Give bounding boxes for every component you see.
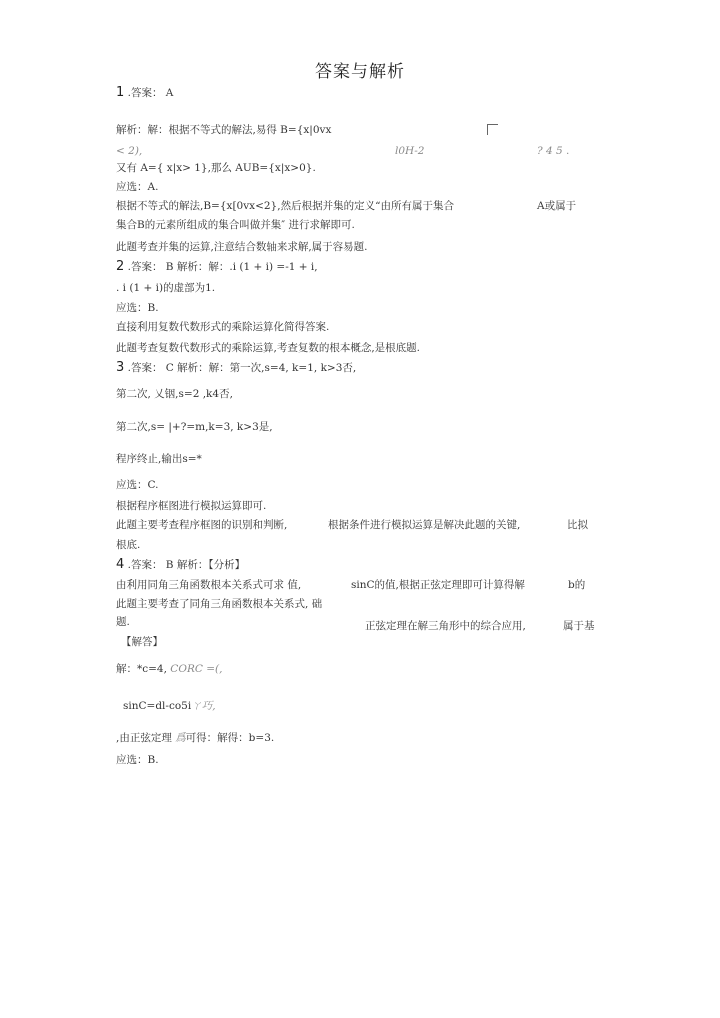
q3-answer-line	[116, 361, 356, 375]
q4-solution-2a: sinC=dl-co5i	[123, 700, 192, 712]
q1-answer-line	[116, 86, 173, 100]
q2-choose: 应选：B.	[116, 302, 159, 314]
q4-solution-3c: 可得：解得：b=3.	[185, 732, 275, 744]
q1-explanation-1a: 根据不等式的解法,B={x[0vx<2},然后根据并集的定义“由所有属于集合	[116, 200, 454, 212]
q4-line3a: 题.	[116, 616, 130, 628]
q3-line3: 第二次,s= |+?=m,k=3, k>3是,	[116, 421, 273, 433]
q4-line1b: sinC的值,根据正弦定理即可计算得解	[351, 579, 525, 591]
q1-fragment-c: ? 4 5 .	[537, 145, 570, 157]
q4-line3b: 正弦定理在解三角形中的综合应用,	[365, 620, 526, 632]
q3-line2: 第二次, 乂铟,s=2 ,k4否,	[116, 388, 233, 400]
q4-solution-3b: 爲	[175, 732, 186, 744]
q1-analysis: 解析：解：根据不等式的解法,易得 B={x|0vx	[116, 124, 332, 136]
q3-explanation-1: 根据程序框图进行模拟运算即可.	[116, 500, 267, 512]
q4-solution-1b: CORC =(,	[170, 663, 223, 675]
q2-explanation-1: 直接利用复数代数形式的乘除运算化简得答案.	[116, 321, 330, 333]
q4-solution-1a: 解：*c=4,	[116, 663, 171, 675]
q1-line2: 又有 A={ x|x> 1},那么 AUB={x|x>0}.	[116, 162, 316, 174]
q3-answer: .答案： C 解析：解：第一次,s=4, k=1, k>3否,	[127, 362, 357, 374]
q4-number: 4	[116, 557, 125, 572]
q4-line2a: 此题主要考查了同角三角函数根本关系式, 础	[116, 598, 323, 610]
box-mark	[487, 124, 498, 135]
q4-line3c: 属于基	[563, 620, 595, 632]
q4-solution-3	[116, 731, 274, 745]
q3-explanation-2b: 根据条件进行模拟运算是解决此题的关键,	[328, 519, 521, 531]
q4-solution-2	[123, 699, 216, 713]
q4-answer: .答案： B 解析：【分析】	[127, 559, 246, 571]
q4-solution-2b: ㄚ巧,	[191, 700, 216, 712]
q3-number: 3	[116, 360, 125, 375]
q1-explanation-3: 此题考查并集的运算,注意结合数轴来求解,属于容易题.	[116, 241, 368, 253]
q4-line1a: 由利用同角三角函数根本关系式可求 值,	[116, 579, 302, 591]
q2-answer-line	[116, 260, 318, 274]
q1-choose: 应选：A.	[116, 181, 159, 193]
q1-explanation-2: 集合B的元素所组成的集合叫做并集″ 进行求解即可.	[116, 219, 355, 231]
q4-solution-1	[116, 662, 222, 676]
q3-explanation-2a: 此题主要考查程序框图的识别和判断,	[116, 519, 288, 531]
q2-number: 2	[116, 259, 125, 274]
q3-explanation-2c: 比拟	[567, 519, 588, 531]
q1-number: 1	[116, 85, 125, 100]
q4-solution-3a: ,由正弦定理	[116, 732, 176, 744]
q4-answer-line	[116, 558, 245, 572]
q4-solve-heading: 【解答】	[121, 636, 163, 648]
q4-line1c: b的	[568, 579, 586, 591]
q1-fragment-a: < 2),	[116, 145, 143, 157]
page-title: 答案与解析	[315, 62, 405, 82]
q3-choose: 应选：C.	[116, 479, 159, 491]
q1-answer: .答案： A	[127, 87, 174, 99]
q4-choose: 应选：B.	[116, 754, 159, 766]
q3-line4: 程序终止,输出s=*	[116, 453, 202, 465]
q2-line2: . i (1 + i)的虚部为1.	[116, 282, 216, 294]
q1-explanation-1b: A或属于	[537, 200, 577, 212]
q2-answer: .答案： B 解析：解：.i (1 + i) =-1 + i,	[127, 261, 318, 273]
q3-explanation-3: 根底.	[116, 539, 141, 551]
q1-fragment-b: l0H-2	[395, 145, 425, 157]
q2-explanation-2: 此题考查复数代数形式的乘除运算,考查复数的根本概念,是根底题.	[116, 342, 421, 354]
